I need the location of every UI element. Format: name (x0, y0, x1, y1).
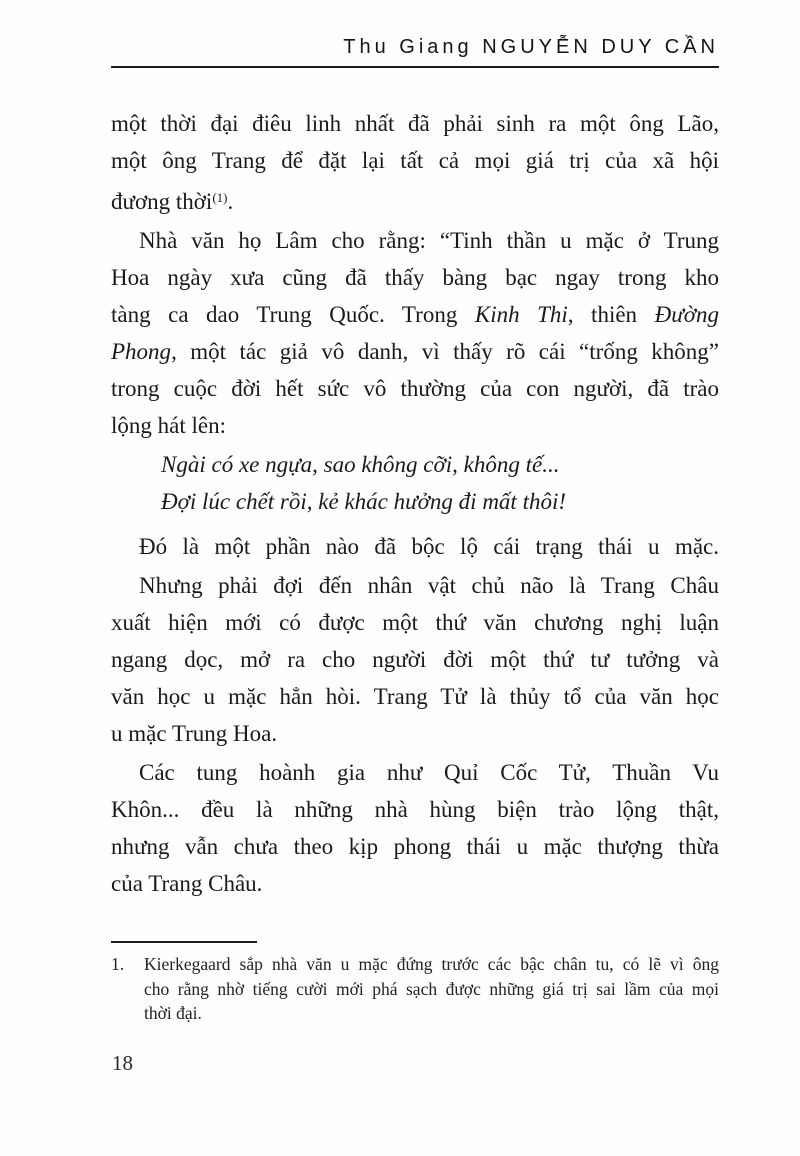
text-line (111, 604, 719, 641)
text-line (111, 865, 719, 902)
text-line (111, 105, 719, 142)
text-segment: , một tác giả vô danh, vì thấy rõ cái “trống không” (171, 339, 719, 364)
text-segment: xuất hiện mới có được một thứ văn chương nghị luận (111, 610, 719, 635)
verse-line (161, 446, 719, 483)
header-rule (111, 66, 719, 68)
paragraph (111, 754, 719, 902)
text-line (111, 828, 719, 865)
text-line (111, 567, 719, 604)
text-line (111, 678, 719, 715)
text-line (111, 791, 719, 828)
text-segment: lộng hát lên: (111, 413, 226, 438)
paragraph (111, 567, 719, 752)
text-segment: tàng ca dao Trung Quốc. Trong (111, 302, 475, 327)
paragraph (111, 105, 719, 220)
text-line (111, 407, 719, 444)
page-number: 18 (112, 1051, 133, 1075)
text-segment: Ngài có xe ngựa, sao không cỡi, không tế... (161, 452, 560, 477)
footnote-rule (111, 941, 257, 943)
text-line (111, 754, 719, 791)
text-segment: nhưng vẫn chưa theo kịp phong thái u mặc thượng thừa (111, 834, 719, 859)
footnote-ref: (1) (212, 190, 228, 205)
header-author: Thu Giang NGUYỄN DUY CẦN (343, 36, 719, 58)
text-segment: Kierkegaard sắp nhà văn u mặc đứng trước các bậc chân tu, có lẽ vì ông (144, 954, 719, 974)
footnote (111, 941, 719, 1026)
text-segment: Nhưng phải đợi đến nhân vật chủ não là Trang Châu (139, 573, 719, 598)
text-segment: ngang dọc, mở ra cho người đời một thứ tư tưởng và (111, 647, 719, 672)
footnote-row (111, 952, 719, 1026)
text-line (111, 641, 719, 678)
paragraph (111, 222, 719, 444)
text-segment: Hoa ngày xưa cũng đã thấy bàng bạc ngay trong kho (111, 265, 719, 290)
italic-text: Phong (111, 339, 172, 364)
footnote-text (144, 952, 719, 1026)
text-segment: Các tung hoành gia như Quỉ Cốc Tử, Thuần Vu (139, 760, 719, 785)
text-segment: . (227, 189, 234, 214)
text-segment: , thiên (567, 302, 655, 327)
running-header (111, 36, 719, 68)
text-line (144, 977, 719, 1002)
verse-line (161, 483, 719, 520)
text-line (111, 715, 719, 752)
text-segment: Đợi lúc chết rồi, kẻ khác hưởng đi mất thôi! (161, 489, 567, 514)
text-segment: đương thời (111, 189, 213, 214)
text-line (111, 179, 719, 220)
text-segment: của Trang Châu. (111, 871, 263, 896)
text-segment: Khôn... đều là những nhà hùng biện trào lộng thật, (111, 797, 719, 822)
text-line (144, 952, 719, 977)
text-line (111, 370, 719, 407)
text-line (111, 333, 719, 370)
text-segment: u mặc Trung Hoa. (111, 721, 278, 746)
italic-text: Kinh Thi (474, 302, 568, 327)
verse-paragraph (111, 446, 719, 520)
text-segment: thời đại. (144, 1003, 202, 1023)
page-body (111, 105, 719, 904)
text-segment: một ông Trang để đặt lại tất cả mọi giá trị của xã hội (111, 148, 719, 173)
footnote-number: 1. (111, 954, 125, 974)
text-line (111, 296, 719, 333)
text-segment: trong cuộc đời hết sức vô thường của con người, đã trào (111, 376, 719, 401)
paragraph (111, 528, 719, 565)
text-segment: văn học u mặc hẳn hòi. Trang Tử là thủy tổ của văn học (111, 684, 719, 709)
text-line (111, 222, 719, 259)
text-line (144, 1001, 719, 1026)
text-segment: Nhà văn họ Lâm cho rằng: “Tinh thần u mặc ở Trung (139, 228, 719, 253)
text-line (111, 259, 719, 296)
text-segment: Đó là một phần nào đã bộc lộ cái trạng thái u mặc. (139, 534, 719, 559)
text-line (111, 528, 719, 565)
text-line (111, 142, 719, 179)
italic-text: Đường (654, 302, 720, 327)
text-segment: một thời đại điêu linh nhất đã phải sinh ra một ông Lão, (111, 111, 719, 136)
text-segment: cho rằng nhờ tiếng cười mới phá sạch được những giá trị sai lầm của mọi (144, 978, 719, 999)
